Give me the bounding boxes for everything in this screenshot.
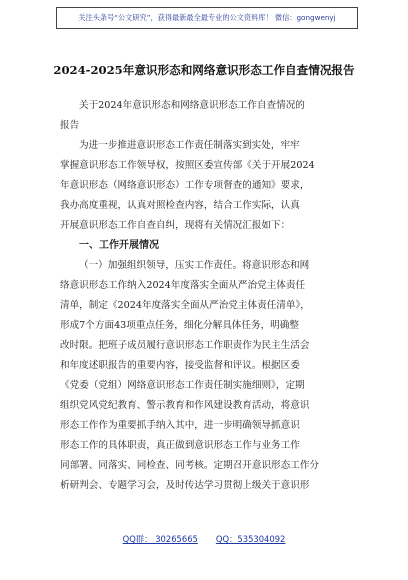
body-line: 络意识形态工作纳入2024年度落实全面从严治党主体责任 — [60, 280, 306, 291]
body-line: 关于2024年意识形态和网络意识形态工作自查情况的 — [79, 100, 305, 111]
body-line: 同部署、同落实、同检查、同考核。定期召开意识形态工作分 — [60, 460, 320, 471]
header-banner: 关注头条号“公文研究”，获得最新最全最专业的公文资料库！ 微信：gongwenyj — [56, 7, 358, 29]
body-line: 我办高度重视，认真对照检查内容，结合工作实际，认真 — [60, 200, 300, 211]
body-line: 析研判会、专题学习会，及时传达学习贯彻上级关于意识形 — [60, 480, 310, 491]
body-line: 为进一步推进意识形态工作责任制落实到实处，牢牢 — [79, 140, 300, 151]
body-line: 开展意识形态工作自查自纠，现将有关情况汇报如下： — [60, 220, 291, 231]
qq-group-link[interactable]: QQ群： 30265665 — [122, 534, 198, 544]
footer-contact — [0, 533, 408, 545]
body-line: 报告 — [60, 120, 80, 131]
document-body — [60, 96, 350, 496]
body-line: 清单，制定《2024年度落实全面从严治党主体责任清单》， — [60, 300, 310, 311]
body-line: 形成7个方面43项重点任务，细化分解具体任务，明确整 — [60, 320, 299, 331]
body-line: 形态工作的具体职责，真正做到意识形态工作与业务工作 — [60, 440, 300, 451]
body-line: 年意识形态（网络意识形态）工作专项督查的通知》要求， — [60, 180, 310, 191]
body-line: 形态工作作为重要抓手纳入其中，进一步明确领导抓意识 — [60, 420, 300, 431]
section-heading: 一、工作开展情况 — [79, 240, 159, 251]
body-line: 掌握意识形态工作领导权，按照区委宣传部《关于开展2024 — [60, 160, 315, 171]
body-line: 组织党风党纪教育、警示教育和作风建设教育活动，将意识 — [60, 400, 310, 411]
qq-contact-link[interactable]: QQ：535304092 — [215, 534, 286, 544]
body-line: （一）加强组织领导，压实工作责任。将意识形态和网 — [79, 260, 310, 271]
document-title: 2024-2025年意识形态和网络意识形态工作自查情况报告 — [53, 63, 355, 77]
body-line: 和年度述职报告的重要内容，接受监督和评议。根据区委 — [60, 360, 300, 371]
body-line: 《党委（党组）网络意识形态工作责任制实施细则》，定期 — [60, 380, 305, 391]
body-line: 改时限。把班子成员履行意识形态工作职责作为民主生活会 — [60, 340, 310, 351]
